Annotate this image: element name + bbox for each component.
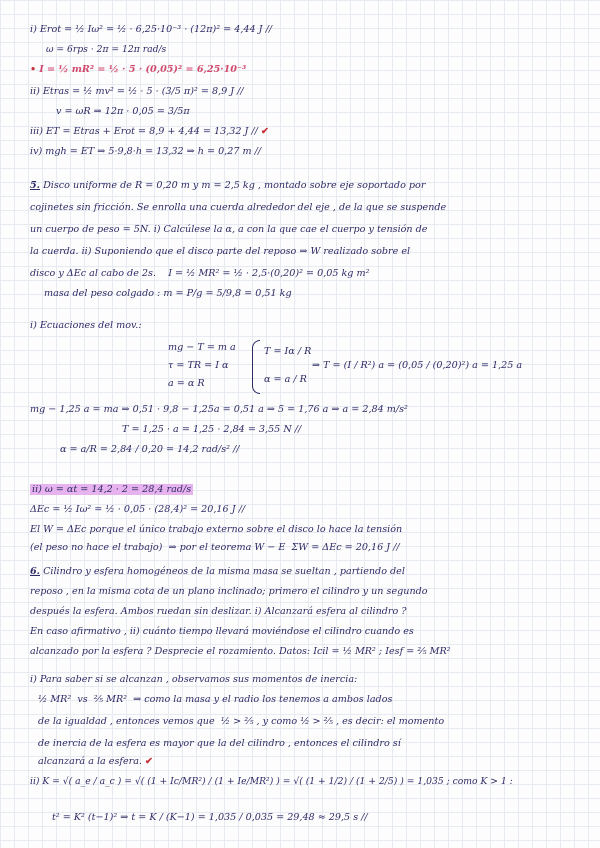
problem-6-line-4: En caso afirmativo , ii) cuánto tiempo llevará moviéndose el cilindro cuando es xyxy=(30,626,414,637)
equation-brace xyxy=(252,340,260,394)
total-energy-line xyxy=(30,126,269,138)
problem-6-line-2: reposo , en la misma cota de un plano inclinado; primero el cilindro y un segundo xyxy=(30,586,428,597)
problem-5-number: 5. xyxy=(30,180,41,191)
time-result-line: t² = K² (t−1)² ⇒ t = K / (K−1) = 1,035 / 0,035 = 29,48 ≈ 29,5 s // xyxy=(52,812,368,823)
problem-5-text-1: Disco uniforme de R = 0,20 m y m = 2,5 kg , montado sobre eje soportado por xyxy=(43,180,426,191)
inertia-compare-line: ½ MR² vs ⅖ MR² ⇒ como la masa y el radio los tenemos a ambos lados xyxy=(38,694,393,705)
translational-energy-line: ii) Etras = ½ mv² = ½ · 5 · (3/5 π)² = 8,9 J // xyxy=(30,86,244,97)
velocity-line: v = ωR ⇒ 12π · 0,05 = 3/5π xyxy=(56,106,190,117)
tension-derivation: ⇒ T = (I / R²) a = (0,05 / (0,20)²) a = 1,25 a xyxy=(312,360,523,371)
problem-5-line-4: la cuerda. ii) Suponiendo que el disco parte del reposo ⇒ W realizado sobre el xyxy=(30,246,411,257)
checkmark-icon: ✔ xyxy=(145,756,154,767)
equation-torque: τ = TR = I α xyxy=(168,360,229,371)
problem-6-line-3: después la esfera. Ambos ruedan sin deslizar. i) Alcanzará esfera al cilindro ? xyxy=(30,606,407,617)
equations-heading: i) Ecuaciones del mov.: xyxy=(30,320,142,331)
rotational-energy-line: i) Erot = ½ Iω² = ½ · 6,25·10⁻³ · (12π)² = 4,44 J // xyxy=(30,24,273,35)
height-line: iv) mgh = ET ⇒ 5·9,8·h = 13,32 ⇒ h = 0,27 m // xyxy=(30,146,262,157)
conclusion-text: alcanzará a la esfera. xyxy=(38,756,142,767)
work-explanation-line-2: (el peso no hace el trabajo) ⇒ por el teorema W − E ΣW = ΔEc = 20,16 J // xyxy=(30,542,400,553)
k-ratio-line: ii) K = √( a_e / a_c ) = √( (1 + Ic/MR²) / (1 + Ie/MR²) ) = √( (1 + 1/2) / (1 + 2/5) ) = 1,035 ; como K > 1 : xyxy=(30,776,513,787)
problem-6-line-1 xyxy=(30,566,405,578)
angular-acceleration-line: α = a/R = 2,84 / 0,20 = 14,2 rad/s² // xyxy=(60,444,240,455)
kinetic-energy-line: ΔEc = ½ Iω² = ½ · 0,05 · (28,4)² = 20,16 J // xyxy=(30,504,246,515)
equation-newton: mg − T = m a xyxy=(168,342,236,353)
inertia-compare-line-3: de inercia de la esfera es mayor que la del cilindro , entonces el cilindro sí xyxy=(38,738,401,749)
inertia-compare-heading: i) Para saber si se alcanzan , observamos sus momentos de inercia: xyxy=(30,674,358,685)
problem-6-line-5: alcanzado por la esfera ? Desprecie el rozamiento. Datos: Icil = ½ MR² ; Iesf = ⅖ MR² xyxy=(30,646,451,657)
tension-relation: T = Iα / R xyxy=(264,346,312,357)
problem-5-line-5: disco y ΔEc al cabo de 2s. I = ½ MR² = ½ · 2,5·(0,20)² = 0,05 kg m² xyxy=(30,268,370,279)
problem-5-line-1 xyxy=(30,180,425,192)
inertia-formula: I = ½ mR² = ½ · 5 · (0,05)² = 6,25·10⁻³ xyxy=(39,64,247,75)
conclusion-line xyxy=(38,756,153,768)
problem-5-line-2: cojinetes sin fricción. Se enrolla una cuerda alrededor del eje , de la que se suspende xyxy=(30,202,447,213)
hanging-mass-line: masa del peso colgado : m = P/g = 5/9,8 = 0,51 kg xyxy=(44,288,292,299)
problem-6-number: 6. xyxy=(30,566,41,577)
inertia-line xyxy=(30,64,246,76)
alpha-relation: α = a / R xyxy=(264,374,307,385)
angular-velocity-line: ω = 6rps · 2π = 12π rad/s xyxy=(46,44,167,55)
bullet-icon: • xyxy=(30,64,37,75)
checkmark-icon: ✔ xyxy=(260,126,269,137)
omega-line xyxy=(30,484,193,496)
acceleration-line: mg − 1,25 a = ma ⇒ 0,51 · 9,8 − 1,25a = 0,51 a ⇒ 5 = 1,76 a ⇒ a = 2,84 m/s² xyxy=(30,404,408,415)
equation-rolling: a = α R xyxy=(168,378,205,389)
work-explanation-line-1: El W = ΔEc porque el único trabajo externo sobre el disco lo hace la tensión xyxy=(30,524,403,535)
total-energy-text: iii) ET = Etras + Erot = 8,9 + 4,44 = 13,32 J // xyxy=(30,126,258,137)
inertia-compare-line-2: de la igualdad , entonces vemos que ½ > ⅖ , y como ½ > ⅖ , es decir: el momento xyxy=(38,716,445,727)
omega-highlight: ii) ω = αt = 14,2 · 2 = 28,4 rad/s xyxy=(32,484,192,495)
problem-5-line-3: un cuerpo de peso = 5N. i) Calcúlese la α, a con la que cae el cuerpo y tensión de xyxy=(30,224,428,235)
tension-result-line: T = 1,25 · a = 1,25 · 2,84 = 3,55 N // xyxy=(122,424,302,435)
problem-6-text-1: Cilindro y esfera homogéneos de la misma masa se sueltan , partiendo del xyxy=(43,566,405,577)
